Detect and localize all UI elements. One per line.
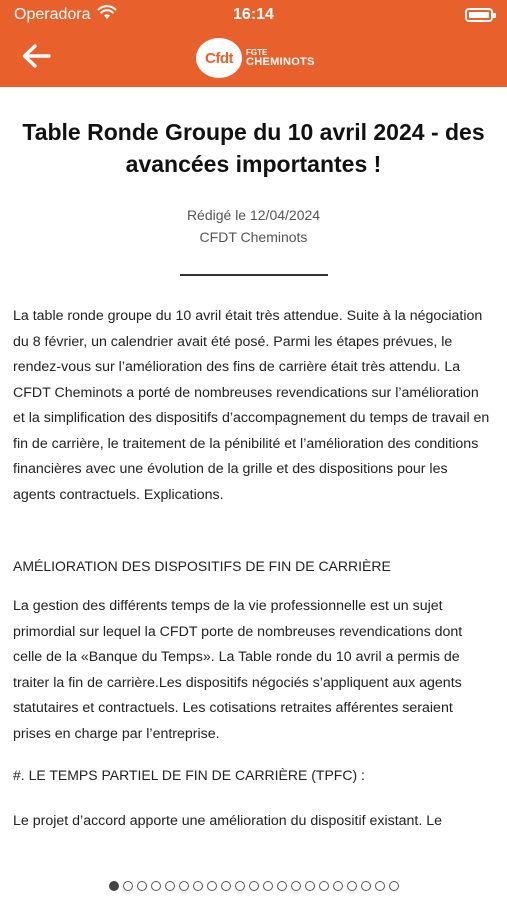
logo-mark: Cfdt xyxy=(196,38,242,78)
page-dot[interactable] xyxy=(333,881,343,891)
subsection-text: Le projet d’accord apporte une amélioration du dispositif existant. Le xyxy=(13,813,443,829)
status-bar xyxy=(0,0,507,30)
logo-small-text: FGTE xyxy=(246,47,268,57)
article-author: CFDT Cheminots xyxy=(199,229,308,245)
page-dot[interactable] xyxy=(319,881,329,891)
page-dot[interactable] xyxy=(277,881,287,891)
back-button[interactable] xyxy=(18,42,54,74)
wifi-icon xyxy=(97,5,117,25)
page-dot[interactable] xyxy=(137,881,147,891)
article-date: Rédigé le 12/04/2024 xyxy=(186,207,321,223)
section-text: La gestion des différents temps de la vie professionnelle est un sujet primordial sur lequel la CFDT porte de nombreuses revendications dont celle de la «Banque du Temps». La Table ronde du 10 avril a permis de traiter la fin de carrière.Les dispositifs négociés s’appliquent aux agents statutaires et contractuels. Les cotisations retraites afférentes seraient prises en charge par l’entreprise. xyxy=(13,598,463,742)
page-dot[interactable] xyxy=(249,881,259,891)
app-logo xyxy=(196,38,315,78)
page-dot[interactable] xyxy=(361,881,371,891)
page-dot[interactable] xyxy=(263,881,273,891)
carrier-label: Operadora xyxy=(14,6,91,23)
page-dot[interactable] xyxy=(207,881,217,891)
page-dot[interactable] xyxy=(165,881,175,891)
status-left xyxy=(14,5,117,25)
page-dot[interactable] xyxy=(347,881,357,891)
status-time: 16:14 xyxy=(233,6,274,23)
subsection-heading: #. LE TEMPS PARTIEL DE FIN DE CARRIÈRE (TPFC) : xyxy=(13,767,365,783)
page-dot[interactable] xyxy=(109,881,119,891)
page-dot[interactable] xyxy=(389,881,399,891)
divider xyxy=(180,274,328,276)
battery-icon xyxy=(465,8,493,22)
page-dot[interactable] xyxy=(179,881,189,891)
logo-big-text: CHEMINOTS xyxy=(246,55,315,68)
article-intro: La table ronde groupe du 10 avril était très attendue. Suite à la négociation du 8 février, un calendrier avait été posé. Parmi les étapes prévues, le rendez-vous sur l’amélioration des fins de carrière était très attendu. La CFDT Cheminots a porté de nombreuses revendications sur l’amélioration et la simplification des dispositifs d’accompagnement du temps de travail en fin de carrière, le traitement de la pénibilité et l’amélioration des conditions financières avec une évolution de la grille et des dispositions pour les agents contractuels. Explications. xyxy=(13,308,490,503)
page-dot[interactable] xyxy=(291,881,301,891)
article-content[interactable] xyxy=(0,87,507,877)
article-meta xyxy=(13,204,494,248)
page-indicator[interactable] xyxy=(0,877,507,895)
arrow-left-icon xyxy=(21,43,51,74)
logo-text xyxy=(246,49,315,68)
page-dot[interactable] xyxy=(375,881,385,891)
page-dot[interactable] xyxy=(123,881,133,891)
article-title: Table Ronde Groupe du 10 avril 2024 - des avancées importantes ! xyxy=(22,119,485,177)
page-dot[interactable] xyxy=(235,881,245,891)
page-dot[interactable] xyxy=(221,881,231,891)
page-dot[interactable] xyxy=(305,881,315,891)
nav-bar xyxy=(0,30,507,87)
section-heading: AMÉLIORATION DES DISPOSITIFS DE FIN DE CARRIÈRE xyxy=(13,558,391,574)
page-dot[interactable] xyxy=(151,881,161,891)
page-dot[interactable] xyxy=(193,881,203,891)
